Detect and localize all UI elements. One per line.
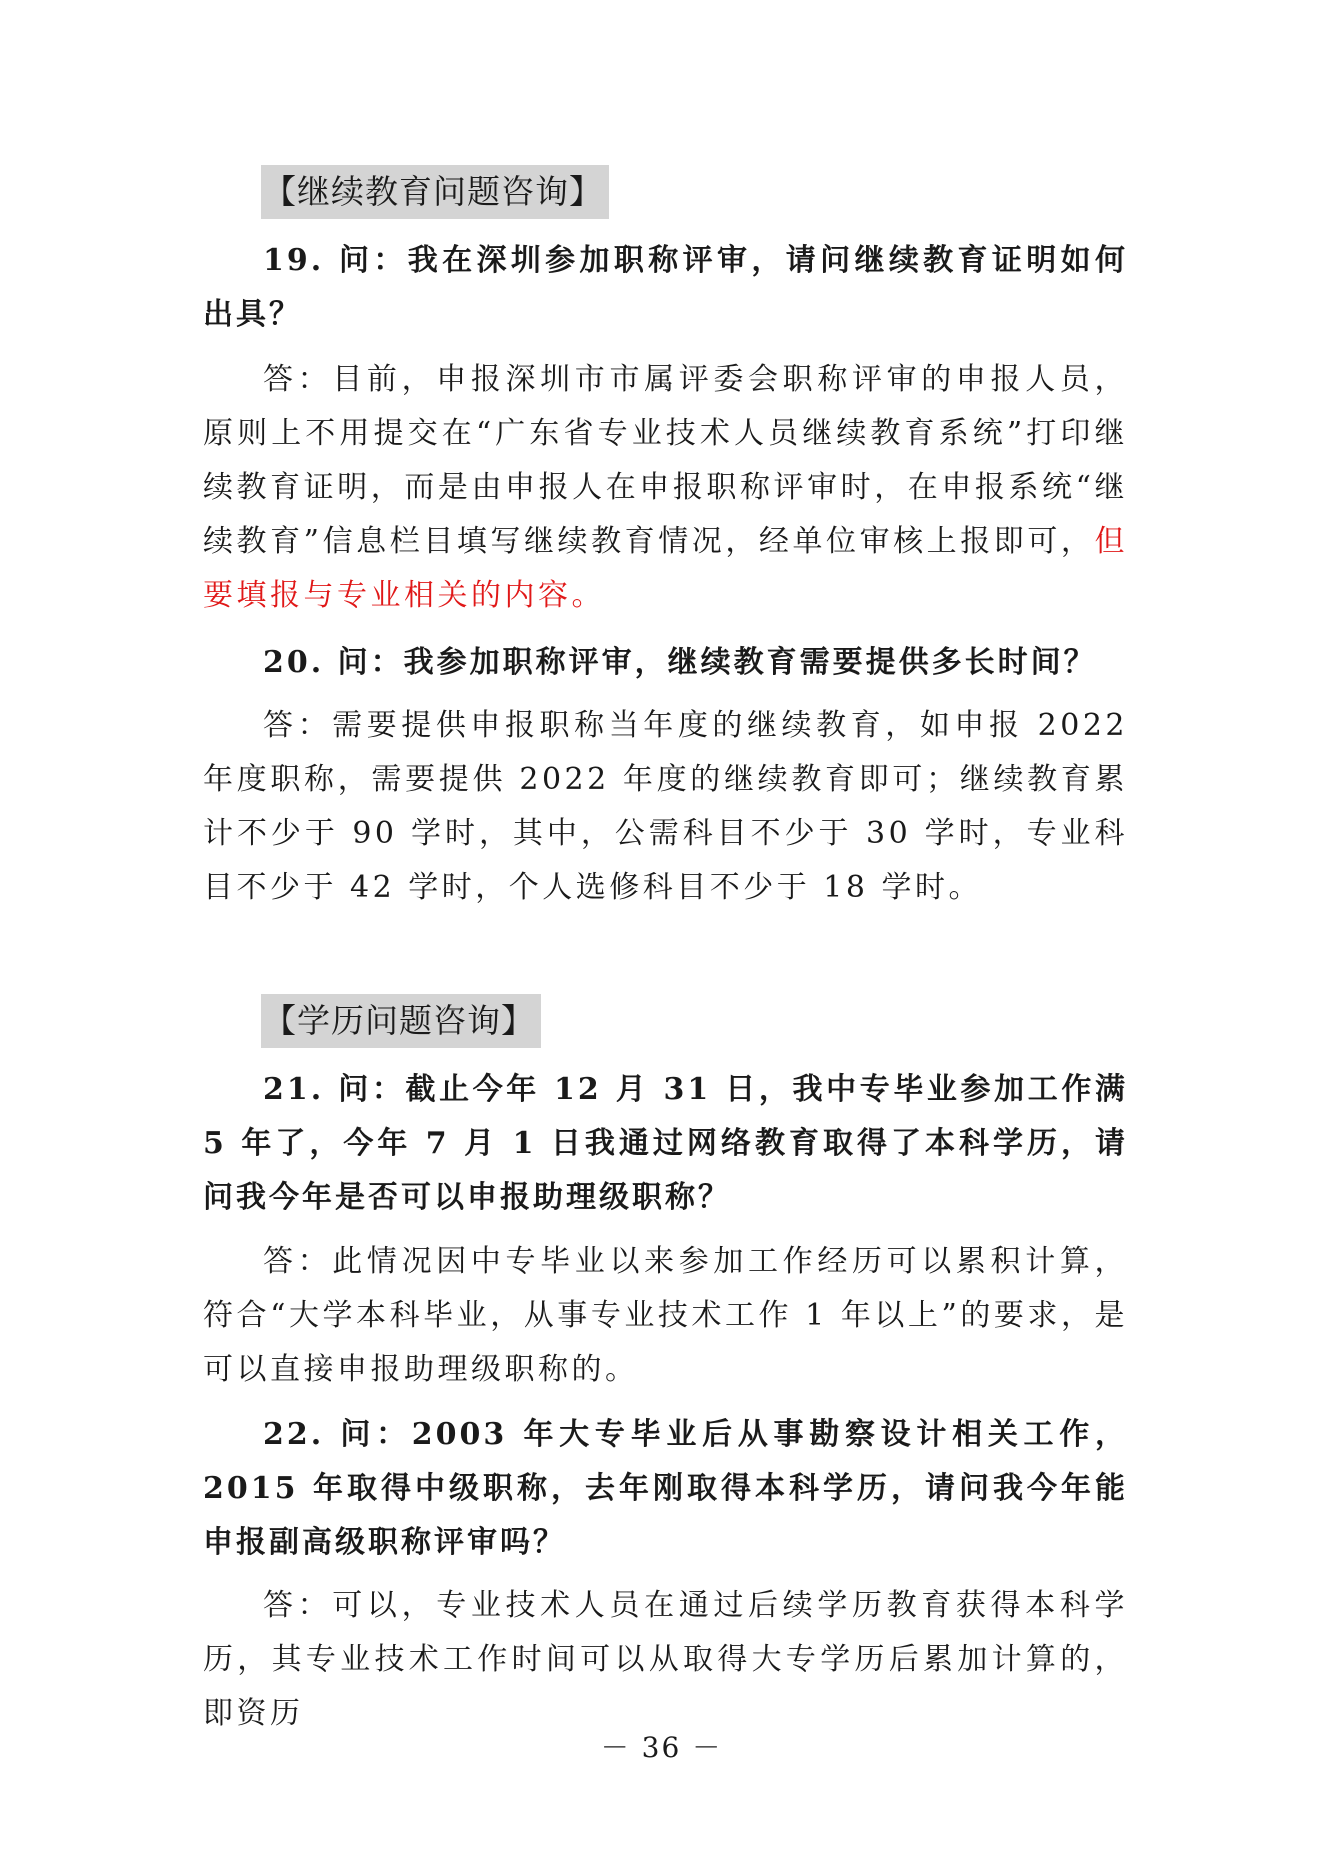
answer-19-highlight: 但要填报与专业相关的内容。 xyxy=(203,524,1128,613)
question-22: 22. 问：2003 年大专毕业后从事勘察设计相关工作，2015 年取得中级职称，去年刚取得本科学历，请问我今年能申报副高级职称评审吗？ xyxy=(203,1417,1128,1560)
section-tag-education: 【学历问题咨询】 xyxy=(261,994,541,1048)
answer-19 xyxy=(203,353,1128,623)
question-21: 21. 问：截止今年 12 月 31 日，我中专毕业参加工作满 5 年了，今年 7 月 1 日我通过网络教育取得了本科学历，请问我今年是否可以申报助理级职称？ xyxy=(203,1072,1128,1215)
question-19: 19. 问：我在深圳参加职称评审，请问继续教育证明如何出具？ xyxy=(203,243,1128,332)
section-tag-continuing-education: 【继续教育问题咨询】 xyxy=(261,165,609,219)
answer-19-text: 答：目前，申报深圳市市属评委会职称评审的申报人员，原则上不用提交在“广东省专业技术人员继续教育系统”打印继续教育证明，而是由申报人在申报职称评审时，在申报系统“继续教育”信息栏目填写继续教育情况，经单位审核上报即可， xyxy=(203,362,1128,559)
page-number: － 36 － xyxy=(600,1731,723,1764)
question-20: 20. 问：我参加职称评审，继续教育需要提供多长时间？ xyxy=(263,645,1097,680)
answer-21: 答：此情况因中专毕业以来参加工作经历可以累积计算，符合“大学本科毕业，从事专业技术工作 1 年以上”的要求，是可以直接申报助理级职称的。 xyxy=(203,1244,1128,1387)
answer-20: 答：需要提供申报职称当年度的继续教育，如申报 2022 年度职称，需要提供 2022 年度的继续教育即可；继续教育累计不少于 90 学时，其中，公需科目不少于 30 学时，专业科目不少于 42 学时，个人选修科目不少于 18 学时。 xyxy=(203,708,1128,905)
answer-22: 答：可以，专业技术人员在通过后续学历教育获得本科学历，其专业技术工作时间可以从取得大专学历后累加计算的，即资历 xyxy=(203,1588,1128,1731)
